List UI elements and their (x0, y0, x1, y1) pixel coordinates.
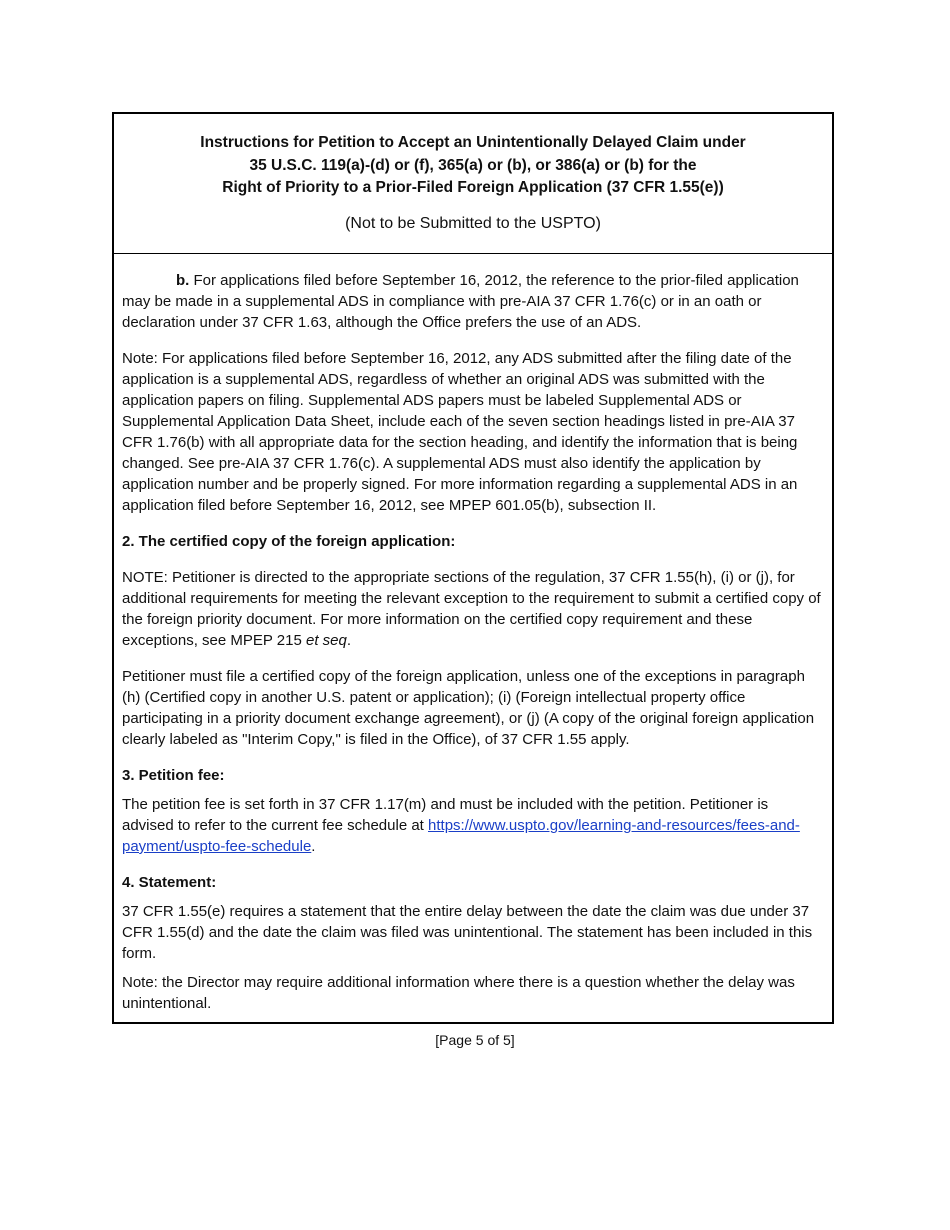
title-line-1: Instructions for Petition to Accept an Unintentionally Delayed Claim under (200, 134, 746, 151)
section-4-heading: 4. Statement: (122, 874, 217, 891)
section-3-body (122, 794, 824, 857)
section-2-note-italic: et seq (306, 632, 347, 649)
document-body (114, 254, 832, 1014)
page-number: [Page 5 of 5] (435, 1032, 515, 1048)
section-2-note-text: NOTE: Petitioner is directed to the appropriate sections of the regulation, 37 CFR 1.55(h), (i) or (j), for additional requirements for meeting the relevant exception to the requirement to submit a certified copy of the foreign priority document. For more information on the certified copy requirement and these exceptions, see MPEP 215 (122, 569, 821, 649)
section-3-body-text: The petition fee is set forth in 37 CFR 1.17(m) and must be included with the petition. Petitioner is advised to refer to the current fee schedule at (122, 796, 769, 834)
title-line-2: 35 U.S.C. 119(a)-(d) or (f), 365(a) or (b), or 386(a) or (b) for the (249, 156, 697, 174)
section-2-heading: 2. The certified copy of the foreign application: (122, 533, 456, 550)
note-supplemental-ads: Note: For applications filed before September 16, 2012, any ADS submitted after the filing date of the application is a supplemental ADS, regardless of whether an original ADS was submitted with the application papers on filing. Supplemental ADS papers must be labeled Supplemental ADS or Supplemental Application Data Sheet, include each of the seven section headings listed in pre-AIA 37 CFR 1.76(b) with all appropriate data for the section heading, and identify the information that is being changed. See pre-AIA 37 CFR 1.76(c). A supplemental ADS must also identify the application by application number and be properly signed. For more information regarding a supplemental ADS in an application filed before September 16, 2012, see MPEP 601.05(b), subsection II. (122, 350, 798, 514)
title-line-3: Right of Priority to a Prior-Filed Foreign Application (37 CFR 1.55(e)) (222, 179, 724, 196)
section-b-label: b. (176, 272, 190, 289)
fee-schedule-link[interactable]: https://www.uspto.gov/learning-and-resources/fees-and-payment/uspto-fee-schedule (122, 817, 800, 855)
section-3-heading: 3. Petition fee: (122, 767, 225, 784)
section-3-body-end: . (311, 838, 316, 855)
section-b-text: For applications filed before September 16, 2012, the reference to the prior-filed application may be made in a supplemental ADS in compliance with pre-AIA 37 CFR 1.76(c) or in an oath or declaration under 37 CFR 1.63, although the Office prefers the use of an ADS. (122, 272, 799, 331)
section-2-note (122, 567, 824, 651)
section-2-body: Petitioner must file a certified copy of the foreign application, unless one of the exceptions in paragraph (h) (Certified copy in another U.S. patent or application); (i) (Foreign intellectual property office participating in a priority document exchange agreement), or (j) (A copy of the original foreign application clearly labeled as "Interim Copy," is filed in the Office), of 37 CFR 1.55 apply. (122, 668, 815, 748)
section-b-paragraph (122, 270, 824, 333)
instructions-frame (112, 112, 834, 1024)
document-subtitle: (Not to be Submitted to the USPTO) (345, 214, 601, 232)
section-4-body: 37 CFR 1.55(e) requires a statement that the entire delay between the date the claim was due under 37 CFR 1.55(d) and the date the claim was filed was unintentional. The statement has been included in this form. (122, 903, 813, 962)
section-4-note: Note: the Director may require additional information where there is a question whether the delay was unintentional. (122, 974, 795, 1012)
document-header (114, 114, 832, 254)
section-2-note-end: . (346, 632, 352, 649)
document-title (114, 132, 832, 200)
